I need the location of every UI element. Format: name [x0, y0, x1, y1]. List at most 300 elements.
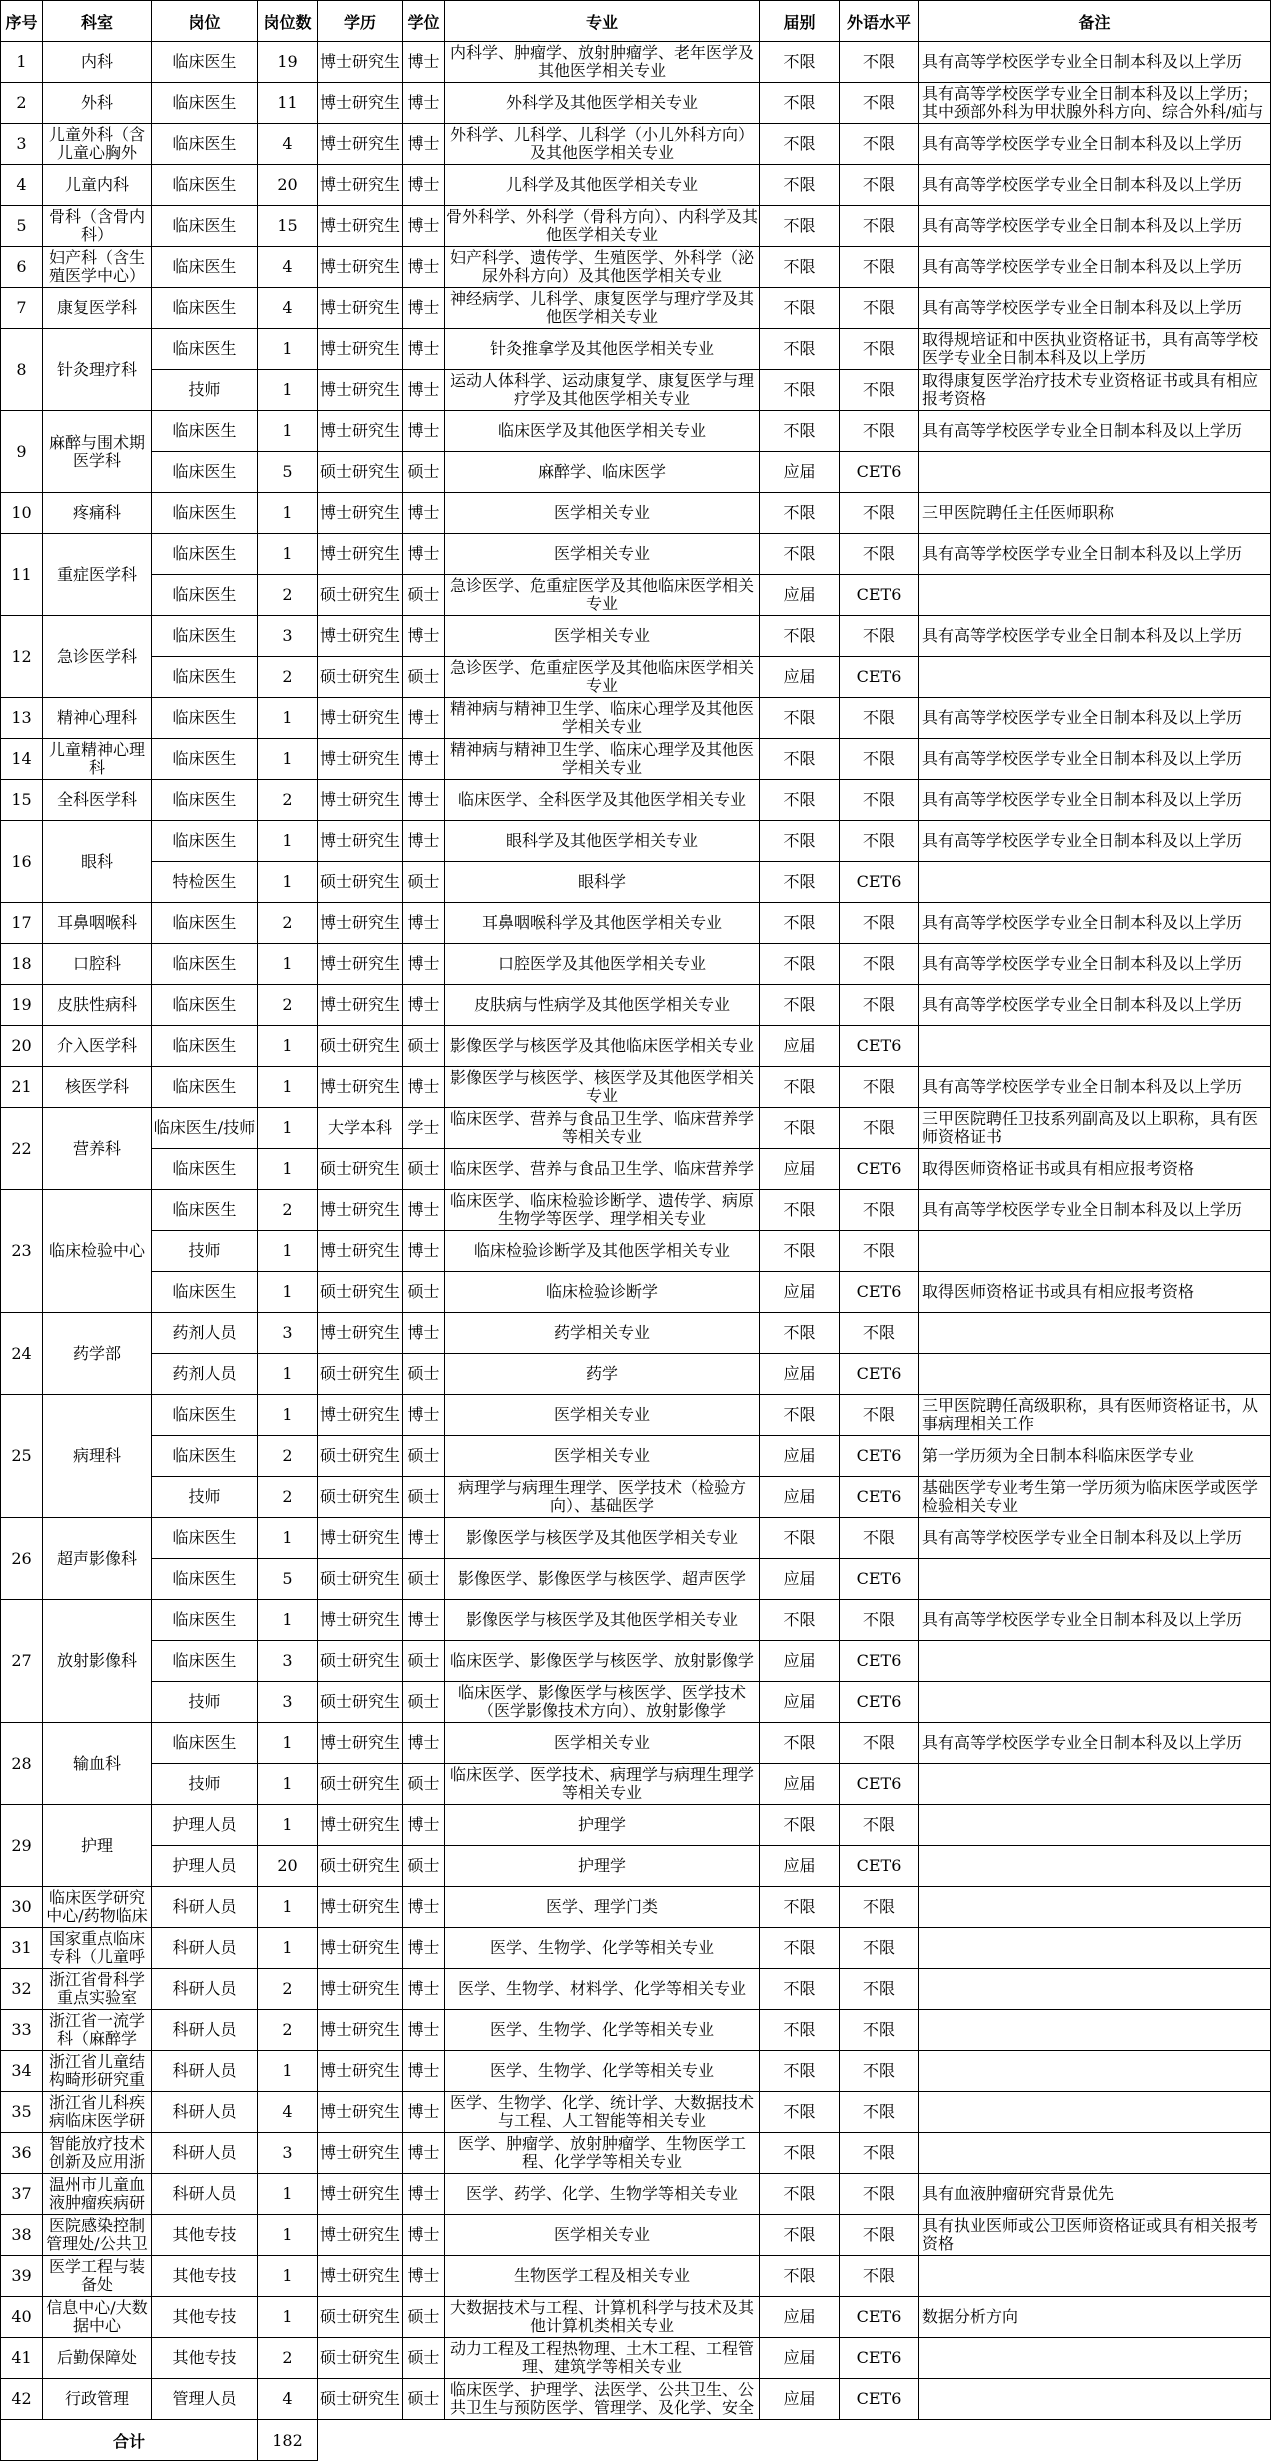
- major-cell-text: 药学: [585, 1365, 618, 1383]
- position-cell: [152, 616, 258, 657]
- degree-cell-text: 博士: [407, 217, 440, 235]
- education-cell-text: 博士研究生: [319, 1980, 400, 1998]
- graduate-type-cell: [760, 1354, 840, 1395]
- position-cell: [152, 2297, 258, 2338]
- major-cell-text: 医学相关专业: [553, 504, 650, 522]
- major-cell-text: 医学相关专业: [553, 545, 650, 563]
- row-number-cell: [1, 1928, 43, 1969]
- degree-cell: [403, 1067, 445, 1108]
- row-number-cell: [1, 1190, 43, 1313]
- position-cell-text: 临床医生: [172, 709, 237, 727]
- education-cell-text: 博士研究生: [319, 1816, 400, 1834]
- education-cell: [318, 2297, 403, 2338]
- foreign-language-cell: [840, 2256, 919, 2297]
- row-number-cell: [1, 2010, 43, 2051]
- row-number-cell-text: 25: [11, 1447, 32, 1465]
- row-number-cell: [1, 616, 43, 698]
- major-cell: [445, 206, 760, 247]
- position-count-cell: [258, 1723, 318, 1764]
- position-cell: [152, 1354, 258, 1395]
- remarks-cell-text: 具有高等学校医学专业全日制本科及以上学历: [922, 422, 1243, 440]
- remarks-cell-text: 具有高等学校医学专业全日制本科及以上学历: [922, 545, 1243, 563]
- position-cell-text: 药剂人员: [172, 1365, 237, 1383]
- table-row: [1, 2338, 1271, 2379]
- position-count-cell: [258, 739, 318, 780]
- position-count-cell-text: 20: [277, 176, 298, 194]
- education-cell-text: 硕士研究生: [319, 1652, 400, 1670]
- degree-cell-text: 硕士: [407, 1283, 440, 1301]
- degree-cell-text: 博士: [407, 832, 440, 850]
- remarks-cell: [919, 657, 1271, 698]
- position-cell-text: 技师: [188, 1693, 221, 1711]
- education-cell: [318, 903, 403, 944]
- degree-cell: [403, 288, 445, 329]
- graduate-type-cell-text: 应届: [783, 2390, 816, 2408]
- degree-cell-text: 博士: [407, 1406, 440, 1424]
- education-cell: [318, 124, 403, 165]
- position-cell: [152, 780, 258, 821]
- education-cell: [318, 1682, 403, 1723]
- degree-cell-text: 博士: [407, 1324, 440, 1342]
- graduate-type-cell: [760, 2051, 840, 2092]
- education-cell-text: 硕士研究生: [319, 586, 400, 604]
- department-cell: [43, 1395, 152, 1518]
- major-cell: [445, 1067, 760, 1108]
- education-cell: [318, 1846, 403, 1887]
- graduate-type-cell: [760, 1067, 840, 1108]
- position-cell: [152, 1231, 258, 1272]
- position-cell: [152, 2092, 258, 2133]
- major-cell-text: 急诊医学、危重症医学及其他临床医学相关专业: [449, 659, 754, 695]
- education-cell-text: 博士研究生: [319, 545, 400, 563]
- graduate-type-cell: [760, 1723, 840, 1764]
- department-cell-text: 儿童内科: [64, 176, 129, 194]
- degree-cell: [403, 124, 445, 165]
- remarks-cell: [919, 1641, 1271, 1682]
- position-count-cell: [258, 2010, 318, 2051]
- table-row: [1, 739, 1271, 780]
- graduate-type-cell-text: 不限: [783, 299, 816, 317]
- degree-cell-text: 博士: [407, 381, 440, 399]
- remarks-cell-text: 具有高等学校医学专业全日制本科及以上学历: [922, 709, 1243, 727]
- foreign-language-cell-text: 不限: [862, 2267, 895, 2285]
- education-cell: [318, 1272, 403, 1313]
- major-cell-text: 内科学、肿瘤学、放射肿瘤学、老年医学及其他医学相关专业: [449, 44, 754, 80]
- row-number-cell: [1, 698, 43, 739]
- row-number-cell: [1, 288, 43, 329]
- table-row: [1, 2051, 1271, 2092]
- foreign-language-cell-text: CET6: [856, 1283, 902, 1301]
- row-number-cell-text: 1: [16, 53, 27, 71]
- graduate-type-cell: [760, 493, 840, 534]
- major-cell: [445, 1969, 760, 2010]
- department-cell-text: 重症医学科: [56, 565, 137, 584]
- education-cell-text: 博士研究生: [319, 1242, 400, 1260]
- department-cell: [43, 903, 152, 944]
- department-cell: [43, 83, 152, 124]
- position-cell-text: 临床医生: [172, 668, 237, 686]
- position-count-cell: [258, 944, 318, 985]
- major-cell-text: 药学相关专业: [553, 1324, 650, 1342]
- degree-cell-text: 博士: [407, 299, 440, 317]
- position-cell: [152, 288, 258, 329]
- row-number-cell: [1, 2338, 43, 2379]
- major-cell: [445, 1682, 760, 1723]
- position-count-cell: [258, 2256, 318, 2297]
- row-number-cell-text: 20: [11, 1037, 32, 1055]
- degree-cell: [403, 2256, 445, 2297]
- education-cell-text: 硕士研究生: [319, 1447, 400, 1465]
- foreign-language-cell: [840, 1026, 919, 1067]
- table-row: [1, 1846, 1271, 1887]
- position-count-cell: [258, 493, 318, 534]
- row-number-cell-text: 34: [11, 2062, 32, 2080]
- department-cell: [43, 698, 152, 739]
- position-count-cell: [258, 2133, 318, 2174]
- position-count-cell: [258, 2174, 318, 2215]
- graduate-type-cell-text: 应届: [783, 1570, 816, 1588]
- position-cell-text: 临床医生: [172, 1570, 237, 1588]
- table-footer: [1, 2420, 1271, 2461]
- degree-cell: [403, 493, 445, 534]
- education-cell: [318, 1436, 403, 1477]
- degree-cell: [403, 1600, 445, 1641]
- position-cell-text: 临床医生: [172, 135, 237, 153]
- education-cell: [318, 2174, 403, 2215]
- position-count-cell-text: 1: [282, 2308, 293, 2326]
- foreign-language-cell-text: 不限: [862, 955, 895, 973]
- row-number-cell: [1, 780, 43, 821]
- graduate-type-cell: [760, 739, 840, 780]
- position-count-cell-text: 1: [282, 1119, 293, 1137]
- degree-cell: [403, 1272, 445, 1313]
- position-count-cell-text: 2: [282, 1201, 293, 1219]
- department-cell-text: 妇产科（含生殖医学中心）: [48, 249, 145, 285]
- degree-cell: [403, 657, 445, 698]
- row-number-cell-text: 33: [11, 2021, 32, 2039]
- major-cell-text: 医学、生物学、化学等相关专业: [489, 2021, 714, 2039]
- degree-cell: [403, 698, 445, 739]
- row-number-cell: [1, 1108, 43, 1190]
- education-cell-text: 硕士研究生: [319, 668, 400, 686]
- position-count-cell-text: 3: [282, 1652, 293, 1670]
- major-cell: [445, 1723, 760, 1764]
- major-cell: [445, 1559, 760, 1600]
- education-cell-text: 博士研究生: [319, 1898, 400, 1916]
- remarks-cell-text: 具有高等学校医学专业全日制本科及以上学历: [922, 996, 1243, 1014]
- department-cell: [43, 1600, 152, 1723]
- total-blank: [318, 2420, 1271, 2461]
- remarks-cell: [919, 1559, 1271, 1600]
- degree-cell-text: 硕士: [407, 1160, 440, 1178]
- position-cell-text: 临床医生: [172, 750, 237, 768]
- degree-cell: [403, 2215, 445, 2256]
- education-cell-text: 博士研究生: [319, 832, 400, 850]
- foreign-language-cell-text: 不限: [862, 2226, 895, 2244]
- department-cell: [43, 2379, 152, 2420]
- graduate-type-cell-text: 不限: [783, 176, 816, 194]
- foreign-language-cell-text: CET6: [856, 873, 902, 891]
- table-row: [1, 2010, 1271, 2051]
- foreign-language-cell-text: 不限: [862, 135, 895, 153]
- row-number-cell: [1, 2092, 43, 2133]
- table-row: [1, 698, 1271, 739]
- position-count-cell: [258, 1764, 318, 1805]
- header-position: 岗位: [152, 1, 258, 42]
- foreign-language-cell-text: CET6: [856, 1857, 902, 1875]
- foreign-language-cell-text: 不限: [862, 2185, 895, 2203]
- degree-cell-text: 博士: [407, 504, 440, 522]
- foreign-language-cell-text: CET6: [856, 1652, 902, 1670]
- major-cell-text: 医学相关专业: [553, 1447, 650, 1465]
- education-cell-text: 硕士研究生: [319, 1693, 400, 1711]
- position-cell: [152, 1436, 258, 1477]
- position-cell: [152, 247, 258, 288]
- education-cell-text: 博士研究生: [319, 1201, 400, 1219]
- row-number-cell-text: 35: [11, 2103, 32, 2121]
- education-cell-text: 博士研究生: [319, 1324, 400, 1342]
- department-cell-text: 药学部: [72, 1344, 121, 1363]
- education-cell-text: 博士研究生: [319, 750, 400, 768]
- foreign-language-cell: [840, 2174, 919, 2215]
- table-row: [1, 124, 1271, 165]
- position-count-cell-text: 2: [282, 791, 293, 809]
- education-cell-text: 硕士研究生: [319, 1160, 400, 1178]
- position-count-cell: [258, 903, 318, 944]
- foreign-language-cell-text: 不限: [862, 504, 895, 522]
- major-cell: [445, 1641, 760, 1682]
- position-cell-text: 临床医生: [172, 955, 237, 973]
- degree-cell-text: 博士: [407, 1529, 440, 1547]
- graduate-type-cell-text: 应届: [783, 2308, 816, 2326]
- remarks-cell-text: 具有高等学校医学专业全日制本科及以上学历: [922, 832, 1243, 850]
- position-cell: [152, 83, 258, 124]
- position-count-cell: [258, 1026, 318, 1067]
- graduate-type-cell: [760, 1108, 840, 1149]
- education-cell-text: 博士研究生: [319, 955, 400, 973]
- education-cell: [318, 288, 403, 329]
- degree-cell: [403, 1026, 445, 1067]
- row-number-cell: [1, 124, 43, 165]
- graduate-type-cell-text: 不限: [783, 2103, 816, 2121]
- department-cell: [43, 2297, 152, 2338]
- row-number-cell: [1, 247, 43, 288]
- position-cell: [152, 1928, 258, 1969]
- graduate-type-cell-text: 不限: [783, 422, 816, 440]
- department-cell: [43, 1928, 152, 1969]
- graduate-type-cell: [760, 657, 840, 698]
- row-number-cell: [1, 739, 43, 780]
- row-number-cell: [1, 411, 43, 493]
- graduate-type-cell: [760, 247, 840, 288]
- education-cell-text: 硕士研究生: [319, 1037, 400, 1055]
- position-count-cell-text: 1: [282, 504, 293, 522]
- position-count-cell: [258, 329, 318, 370]
- position-cell-text: 临床医生: [172, 1611, 237, 1629]
- remarks-cell: [919, 1272, 1271, 1313]
- degree-cell: [403, 1764, 445, 1805]
- position-cell: [152, 2174, 258, 2215]
- degree-cell-text: 博士: [407, 627, 440, 645]
- foreign-language-cell: [840, 985, 919, 1026]
- remarks-cell: [919, 985, 1271, 1026]
- row-number-cell: [1, 1026, 43, 1067]
- graduate-type-cell: [760, 42, 840, 83]
- major-cell-text: 医学相关专业: [553, 627, 650, 645]
- row-number-cell: [1, 1723, 43, 1805]
- department-cell: [43, 206, 152, 247]
- department-cell-text: 口腔科: [72, 955, 121, 973]
- major-cell: [445, 2338, 760, 2379]
- table-row: [1, 493, 1271, 534]
- department-cell-text: 智能放疗技术创新及应用浙: [48, 2135, 145, 2171]
- degree-cell: [403, 1190, 445, 1231]
- remarks-cell: [919, 1887, 1271, 1928]
- degree-cell: [403, 739, 445, 780]
- position-cell: [152, 1887, 258, 1928]
- row-number-cell: [1, 329, 43, 411]
- position-cell-text: 临床医生: [172, 586, 237, 604]
- education-cell: [318, 1805, 403, 1846]
- table-row: [1, 1928, 1271, 1969]
- education-cell: [318, 862, 403, 903]
- graduate-type-cell: [760, 1682, 840, 1723]
- graduate-type-cell-text: 不限: [783, 1816, 816, 1834]
- major-cell: [445, 42, 760, 83]
- foreign-language-cell: [840, 1067, 919, 1108]
- position-cell: [152, 1559, 258, 1600]
- position-count-cell-text: 2: [282, 668, 293, 686]
- graduate-type-cell-text: 不限: [783, 217, 816, 235]
- department-cell: [43, 124, 152, 165]
- department-cell-text: 输血科: [72, 1754, 121, 1773]
- graduate-type-cell-text: 应届: [783, 586, 816, 604]
- major-cell-text: 眼科学及其他医学相关专业: [505, 832, 698, 850]
- position-cell: [152, 534, 258, 575]
- table-row: [1, 411, 1271, 452]
- header-department: 科室: [43, 1, 152, 42]
- graduate-type-cell: [760, 1313, 840, 1354]
- remarks-cell-text: 具有高等学校医学专业全日制本科及以上学历；其中颈部外科为甲状腺外科方向、综合外科/疝与: [922, 85, 1264, 121]
- department-cell: [43, 42, 152, 83]
- foreign-language-cell: [840, 1600, 919, 1641]
- education-cell: [318, 2338, 403, 2379]
- major-cell: [445, 2215, 760, 2256]
- graduate-type-cell: [760, 165, 840, 206]
- major-cell: [445, 370, 760, 411]
- degree-cell-text: 硕士: [407, 668, 440, 686]
- table-row: [1, 780, 1271, 821]
- department-cell: [43, 2215, 152, 2256]
- graduate-type-cell-text: 不限: [783, 2021, 816, 2039]
- graduate-type-cell-text: 应届: [783, 1447, 816, 1465]
- graduate-type-cell: [760, 1436, 840, 1477]
- education-cell-text: 博士研究生: [319, 2185, 400, 2203]
- graduate-type-cell-text: 不限: [783, 2144, 816, 2162]
- department-cell-text: 浙江省儿科疾病临床医学研: [48, 2094, 145, 2130]
- degree-cell: [403, 2297, 445, 2338]
- graduate-type-cell: [760, 985, 840, 1026]
- header-remarks: 备注: [919, 1, 1271, 42]
- remarks-cell: [919, 1149, 1271, 1190]
- foreign-language-cell: [840, 1395, 919, 1436]
- position-count-cell-text: 3: [282, 1324, 293, 1342]
- position-count-cell: [258, 1231, 318, 1272]
- position-count-cell: [258, 2051, 318, 2092]
- table-row: [1, 2215, 1271, 2256]
- position-cell-text: 科研人员: [172, 2103, 237, 2121]
- department-cell-text: 病理科: [72, 1447, 121, 1465]
- position-cell-text: 临床医生: [172, 176, 237, 194]
- position-count-cell: [258, 821, 318, 862]
- remarks-cell-text: 取得康复医学治疗技术专业资格证书或具有相应报考资格: [922, 372, 1259, 408]
- department-cell: [43, 493, 152, 534]
- position-count-cell-text: 15: [277, 217, 298, 235]
- graduate-type-cell: [760, 2379, 840, 2420]
- graduate-type-cell: [760, 2010, 840, 2051]
- major-cell-text: 医学、生物学、材料学、化学等相关专业: [457, 1980, 746, 1998]
- remarks-cell: [919, 1354, 1271, 1395]
- remarks-cell: [919, 1764, 1271, 1805]
- row-number-cell: [1, 1969, 43, 2010]
- row-number-cell-text: 14: [11, 750, 32, 768]
- graduate-type-cell-text: 应届: [783, 1693, 816, 1711]
- major-cell: [445, 83, 760, 124]
- position-count-cell: [258, 1108, 318, 1149]
- degree-cell: [403, 944, 445, 985]
- table-row: [1, 1559, 1271, 1600]
- education-cell: [318, 821, 403, 862]
- foreign-language-cell-text: 不限: [862, 217, 895, 235]
- graduate-type-cell-text: 应届: [783, 1488, 816, 1506]
- position-cell-text: 技师: [188, 381, 221, 399]
- position-cell-text: 护理人员: [172, 1857, 237, 1875]
- education-cell: [318, 2133, 403, 2174]
- foreign-language-cell: [840, 165, 919, 206]
- foreign-language-cell: [840, 1682, 919, 1723]
- position-count-cell-text: 2: [282, 1980, 293, 1998]
- graduate-type-cell-text: 应届: [783, 463, 816, 481]
- graduate-type-cell-text: 应届: [783, 1652, 816, 1670]
- education-cell-text: 博士研究生: [319, 1939, 400, 1957]
- remarks-cell-text: 具有高等学校医学专业全日制本科及以上学历: [922, 176, 1243, 194]
- major-cell-text: 口腔医学及其他医学相关专业: [497, 955, 706, 973]
- position-cell: [152, 1518, 258, 1559]
- education-cell: [318, 2010, 403, 2051]
- foreign-language-cell: [840, 1723, 919, 1764]
- position-count-cell-text: 2: [282, 586, 293, 604]
- education-cell: [318, 1764, 403, 1805]
- remarks-cell: [919, 698, 1271, 739]
- position-cell-text: 临床医生: [172, 1283, 237, 1301]
- department-cell: [43, 1313, 152, 1395]
- foreign-language-cell: [840, 1354, 919, 1395]
- department-cell-text: 温州市儿童血液肿瘤疾病研: [48, 2176, 145, 2212]
- major-cell-text: 影像医学与核医学、核医学及其他医学相关专业: [449, 1069, 754, 1105]
- position-count-cell: [258, 1190, 318, 1231]
- major-cell: [445, 1846, 760, 1887]
- row-number-cell: [1, 2297, 43, 2338]
- foreign-language-cell: [840, 329, 919, 370]
- degree-cell-text: 博士: [407, 2185, 440, 2203]
- row-number-cell-text: 29: [11, 1836, 32, 1855]
- position-cell: [152, 1805, 258, 1846]
- degree-cell: [403, 2174, 445, 2215]
- degree-cell-text: 博士: [407, 1816, 440, 1834]
- foreign-language-cell: [840, 616, 919, 657]
- education-cell-text: 博士研究生: [319, 914, 400, 932]
- graduate-type-cell: [760, 1231, 840, 1272]
